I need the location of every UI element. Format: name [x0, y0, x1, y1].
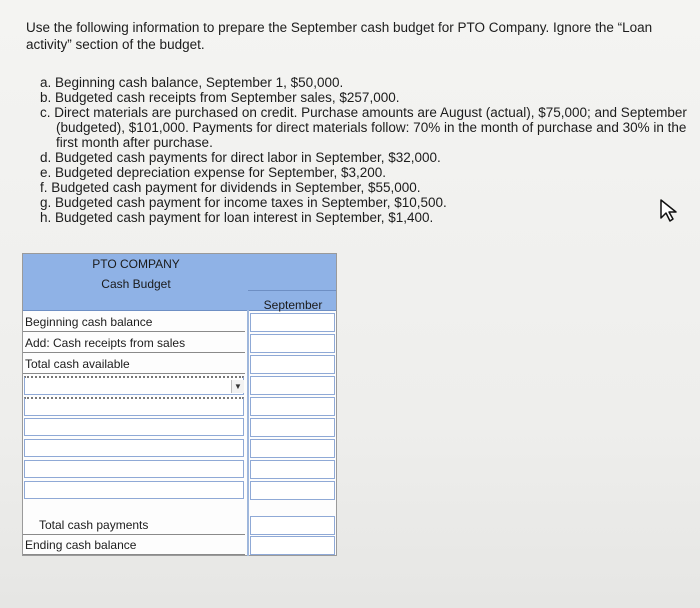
payment-6-select[interactable]: [24, 481, 244, 499]
column-header-september: September: [263, 298, 323, 312]
payment-1-select[interactable]: [24, 376, 244, 395]
info-item-f: f. Budgeted cash payment for dividends in September, $55,000.: [40, 180, 421, 195]
info-item-e: e. Budgeted depreciation expense for September, $3,200.: [40, 165, 386, 180]
payment-3-amount-input[interactable]: [250, 418, 335, 437]
row-payment-5: [23, 459, 336, 479]
ending-balance-input[interactable]: [250, 536, 335, 555]
cash-budget-table: [22, 253, 337, 556]
payment-5-select[interactable]: [24, 460, 244, 478]
total-available-input[interactable]: [250, 355, 335, 374]
row-beginning-balance: [23, 312, 336, 332]
payment-5-amount-input[interactable]: [250, 460, 335, 479]
row-cash-receipts: [23, 333, 336, 353]
beginning-balance-input[interactable]: [250, 313, 335, 332]
row-total-payments: [23, 515, 336, 535]
information-list: [40, 75, 700, 225]
row-payment-1: [23, 375, 336, 395]
row-total-available: [23, 354, 336, 374]
payment-4-amount-input[interactable]: [250, 439, 335, 458]
info-item-h: h. Budgeted cash payment for loan interest in September, $1,400.: [40, 210, 434, 225]
instructions-line-2: activity” section of the budget.: [26, 37, 205, 52]
row-payment-3: [23, 417, 336, 437]
payment-2-amount-input[interactable]: [250, 397, 335, 416]
row-payment-4: [23, 438, 336, 458]
cash-receipts-label: Add: Cash receipts from sales: [25, 336, 186, 350]
instructions-line-1: Use the following information to prepare the September cash budget for PTO Company. Ignore the “Loan: [26, 20, 653, 35]
beginning-balance-label: Beginning cash balance: [25, 315, 153, 329]
total-payments-input[interactable]: [250, 516, 335, 535]
info-item-c-cont2: first month after purchase.: [56, 135, 213, 150]
info-item-g: g. Budgeted cash payment for income taxes in September, $10,500.: [40, 195, 447, 210]
info-item-c-cont: (budgeted), $101,000. Payments for direct materials follow: 70% in the month of purchase and 30% in the: [56, 120, 687, 135]
mouse-cursor-icon: [659, 198, 679, 224]
payment-4-select[interactable]: [24, 439, 244, 457]
budget-title: Cash Budget: [101, 277, 171, 291]
cropped-heading-fragment: [0, 0, 700, 8]
row-ending-balance: [23, 535, 336, 555]
info-item-a: a. Beginning cash balance, September 1, $50,000.: [40, 75, 344, 90]
ending-balance-label: Ending cash balance: [25, 538, 137, 552]
header-divider: [248, 290, 336, 291]
company-name: PTO COMPANY: [92, 257, 180, 271]
row-payment-6: [23, 480, 336, 500]
chevron-down-icon[interactable]: ▼: [231, 380, 244, 393]
payment-1-amount-input[interactable]: [250, 376, 335, 395]
cash-receipts-input[interactable]: [250, 334, 335, 353]
payment-2-select[interactable]: [24, 397, 244, 416]
table-header: [23, 254, 336, 311]
payment-3-select[interactable]: [24, 418, 244, 436]
info-item-d: d. Budgeted cash payments for direct labor in September, $32,000.: [40, 150, 441, 165]
instructions: [26, 19, 686, 53]
row-payment-2: [23, 396, 336, 416]
total-payments-label: Total cash payments: [39, 518, 149, 532]
info-item-c: c. Direct materials are purchased on credit. Purchase amounts are August (actual), $75,000; and September: [40, 105, 687, 120]
total-available-label: Total cash available: [25, 357, 130, 371]
info-item-b: b. Budgeted cash receipts from September sales, $257,000.: [40, 90, 400, 105]
payment-6-amount-input[interactable]: [250, 481, 335, 500]
